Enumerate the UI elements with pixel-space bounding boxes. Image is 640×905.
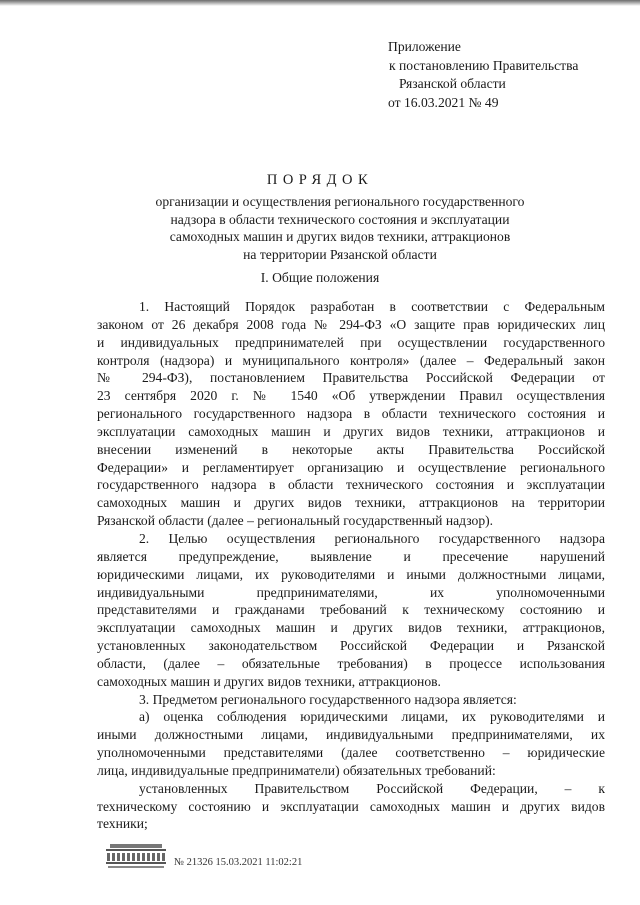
body-line: техники; <box>97 816 148 832</box>
body-line: эксплуатации самоходных машин и других видов техники, аттракционов, <box>97 620 605 636</box>
body-line: 2. Целью осуществления регионального государственного надзора <box>139 530 605 546</box>
body-line: индивидуальными предпринимателями, их уполномоченными <box>97 584 605 600</box>
scan-edge <box>0 0 640 6</box>
document-body <box>97 298 605 833</box>
body-line: законом от 26 декабря 2008 года № 294-ФЗ «О защите прав юридических лиц <box>97 316 605 332</box>
body-line: самоходных машин и других видов техники, аттракционов на территории <box>97 495 605 511</box>
body-line: 23 сентября 2020 г. № 1540 «Об утверждении Правил осуществления <box>97 388 605 404</box>
body-line: регионального государственного надзора в области технического состояния и <box>97 406 605 422</box>
appendix-line: к постановлению Правительства <box>389 57 579 73</box>
body-line: внесении изменений в некоторые акты Правительства Российской <box>97 441 605 457</box>
body-line: № 294-ФЗ), постановлением Правительства Российской Федерации от <box>97 370 605 386</box>
body-line: техническому состоянию и эксплуатации самоходных машин и других видов <box>97 798 605 814</box>
registry-logo-icon <box>104 843 168 871</box>
body-line: Федерации» и регламентирует организацию и осуществление регионального <box>97 459 605 475</box>
document-title: ПОРЯДОК <box>266 172 374 188</box>
body-line: самоходных машин и других видов техники, аттракционов. <box>97 673 441 689</box>
body-line: установленных законодательством Российской Федерации и Рязанской <box>97 638 605 654</box>
body-line: контроля (надзора) и муниципального контроля» (далее – Федеральный закон <box>97 352 605 368</box>
appendix-block <box>388 38 578 112</box>
subtitle-line: на территории Рязанской области <box>243 246 437 262</box>
subtitle-line: организации и осуществления регионального государственного <box>155 194 525 209</box>
body-line: представителями и гражданами требований к техническому состоянию и <box>97 602 605 618</box>
body-line: 1. Настоящий Порядок разработан в соответствии с Федеральным <box>139 299 605 314</box>
document-subtitle <box>130 193 550 263</box>
appendix-line: Рязанской области <box>399 76 506 91</box>
body-line: Рязанской области (далее – региональный государственный надзор). <box>97 513 494 529</box>
subtitle-line: надзора в области технического состояния и эксплуатации <box>170 211 510 227</box>
body-line: установленных Правительством Российской Федерации, – к <box>139 780 605 796</box>
document-footer <box>104 843 364 873</box>
section-heading: I. Общие положения <box>260 270 380 285</box>
appendix-line: от 16.03.2021 № 49 <box>388 94 499 110</box>
body-line: 3. Предметом регионального государственного надзора является: <box>139 691 517 707</box>
appendix-line: Приложение <box>388 39 461 54</box>
subtitle-line: самоходных машин и других видов техники, аттракционов <box>169 229 511 244</box>
body-line: области, (далее – обязательные требования) в процессе использования <box>97 655 605 671</box>
body-line: эксплуатации самоходных машин и других видов техники, аттракционов и <box>97 423 605 439</box>
body-line: и индивидуальных предпринимателей при осуществлении государственного <box>97 334 605 350</box>
body-line: лица, индивидуальные предприниматели) обязательных требований: <box>97 762 496 778</box>
body-line: является предупреждение, выявление и пресечение нарушений <box>97 548 605 564</box>
body-line: юридическими лицами, их руководителями и иными должностными лицами, <box>97 566 605 582</box>
body-line: а) оценка соблюдения юридическими лицами, их руководителями и <box>139 709 605 725</box>
body-line: уполномоченными представителями (далее соответственно – юридические <box>97 745 605 761</box>
body-line: государственного надзора в области технического состояния и эксплуатации <box>97 477 605 493</box>
registration-stamp: № 21326 15.03.2021 11:02:21 <box>174 857 303 868</box>
body-line: иными должностными лицами, индивидуальными предпринимателями, их <box>97 727 605 743</box>
